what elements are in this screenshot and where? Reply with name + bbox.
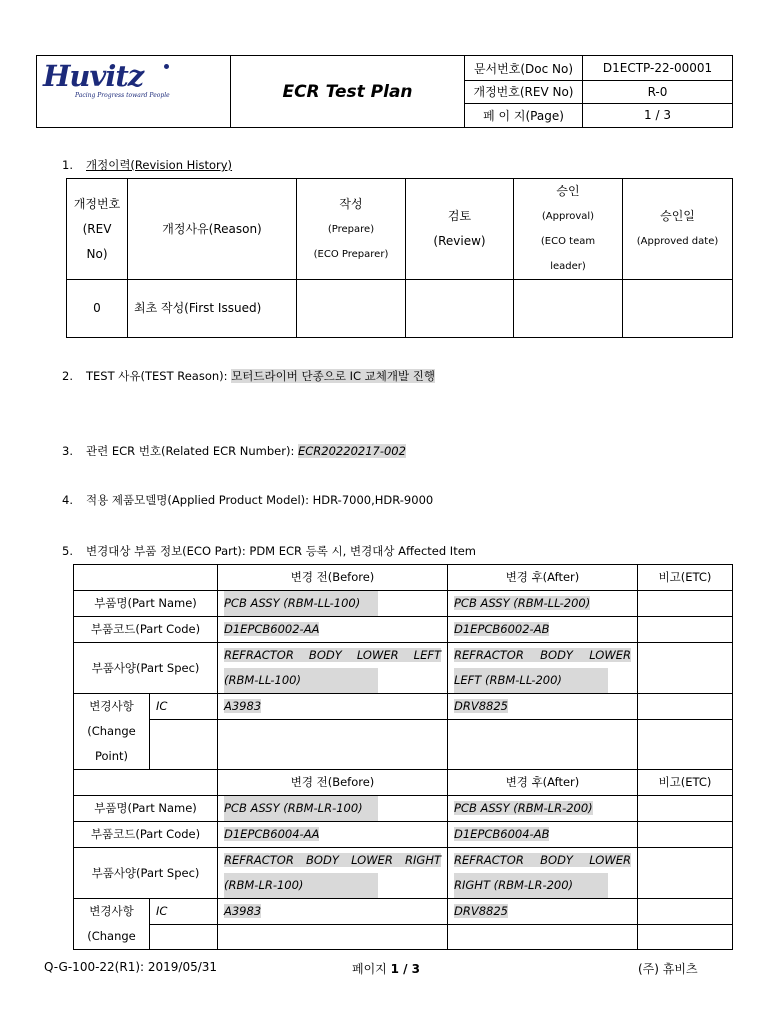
eco-part-table (73, 564, 733, 950)
ic-before: A3983 (224, 699, 262, 714)
etc-header: 비고(ETC) (638, 770, 733, 796)
part-spec-before-1: REFRACTOR BODY LOWER RIGHT (224, 853, 441, 867)
document-title: ECR Test Plan (231, 56, 465, 128)
part-code-before: D1EPCB6004-AA (224, 827, 320, 841)
change-point-ic-row (74, 694, 733, 720)
col-rev-no: 개정번호 (REV No) (67, 179, 128, 280)
before-header: 변경 전(Before) (218, 770, 448, 796)
logo-cell (37, 56, 231, 128)
part-code-row: 부품코드(Part Code) D1EPCB6002-AA D1EPCB6002-AB (74, 617, 733, 643)
ic-after: DRV8825 (454, 699, 508, 714)
part-name-before: PCB ASSY (RBM-LL-100) (224, 591, 378, 616)
part-name-before: PCB ASSY (RBM-LR-100) (224, 796, 378, 821)
ic-after: DRV8825 (454, 904, 508, 918)
revision-header-row (67, 179, 733, 280)
rev-no-label: 개정번호(REV No) (465, 81, 583, 103)
rev-no-value: R-0 (583, 81, 733, 103)
col-prepare: 작성 (Prepare) (ECO Preparer) (297, 179, 406, 280)
part-name-row: 부품명(Part Name) PCB ASSY (RBM-LL-100) PCB ASSY (RBM-LL-200) (74, 591, 733, 617)
footer-page: 페이지 1 / 3 (352, 962, 421, 976)
part-spec-before-1: REFRACTOR BODY LOWER LEFT (224, 648, 441, 662)
col-approved-date: 승인일 (Approved date) (623, 179, 733, 280)
change-point-empty-row (74, 925, 733, 950)
related-ecr-value: ECR20220217-002 (298, 444, 406, 458)
part-spec-before-2: (RBM-LL-100) (224, 668, 378, 693)
page-label: 페 이 지(Page) (465, 103, 583, 127)
col-approval: 승인 (Approval) (ECO team leader) (514, 179, 623, 280)
part-spec-after-1: REFRACTOR BODY LOWER (454, 853, 631, 867)
test-reason-value: 모터드라이버 단종으로 IC 교체개발 진행 (231, 369, 435, 383)
footer-company: (주) 휴비츠 (638, 962, 698, 976)
revision-row-prepare (297, 280, 406, 338)
logo-tagline: Pacing Progress toward People (75, 92, 170, 99)
part-name-after: PCB ASSY (RBM-LL-200) (454, 596, 591, 610)
eco-header-row (74, 770, 733, 796)
revision-row-date (623, 280, 733, 338)
part-spec-after-2: RIGHT (RBM-LR-200) (454, 873, 608, 898)
after-header: 변경 후(After) (448, 565, 638, 591)
ic-label: IC (150, 694, 218, 720)
part-code-after: D1EPCB6004-AB (454, 827, 550, 841)
col-review: 검토 (Review) (406, 179, 514, 280)
col-reason: 개정사유(Reason) (128, 179, 297, 280)
change-point-ic-row (74, 899, 733, 925)
section-revision-history-title: 1. 개정이력(Revision History) (62, 158, 233, 172)
page-value: 1 / 3 (583, 103, 733, 127)
revision-history-table (66, 178, 733, 338)
change-point-label: 변경사항 (Change Point) (74, 694, 150, 770)
revision-row-approval (514, 280, 623, 338)
part-spec-after-1: REFRACTOR BODY LOWER (454, 648, 631, 662)
part-code-row: 부품코드(Part Code) D1EPCB6004-AA D1EPCB6004-AB (74, 822, 733, 848)
part-name-row: 부품명(Part Name) PCB ASSY (RBM-LR-100) PCB ASSY (RBM-LR-200) (74, 796, 733, 822)
company-logo: Huvitz (43, 59, 144, 93)
eco-header-row (74, 565, 733, 591)
revision-row-review (406, 280, 514, 338)
part-spec-row: 부품사양(Part Spec) REFRACTOR BODY LOWER LEFT (RBM-LL-100) REFRACTOR BODY LOWER LEFT (RBM-LL-200) (74, 643, 733, 694)
ic-before: A3983 (224, 904, 262, 918)
doc-no-value: D1ECTP-22-00001 (583, 56, 733, 81)
after-header: 변경 후(After) (448, 770, 638, 796)
part-spec-row: 부품사양(Part Spec) REFRACTOR BODY LOWER RIGHT (RBM-LR-100) REFRACTOR BODY LOWER RIGHT (RBM-LR-200) (74, 848, 733, 899)
part-code-before: D1EPCB6002-AA (224, 622, 320, 636)
part-spec-after-2: LEFT (RBM-LL-200) (454, 668, 608, 693)
revision-row-reason: 최초 작성(First Issued) (128, 280, 297, 338)
ic-label: IC (150, 899, 218, 925)
part-code-after: D1EPCB6002-AB (454, 622, 550, 636)
form-number: Q-G-100-22(R1): 2019/05/31 (44, 960, 218, 974)
section-test-reason: 2. TEST 사유(TEST Reason): 모터드라이버 단종으로 IC 교체개발 진행 (62, 369, 435, 383)
revision-row (67, 280, 733, 338)
etc-header: 비고(ETC) (638, 565, 733, 591)
section-eco-part-title: 5. 변경대상 부품 정보(ECO Part): PDM ECR 등록 시, 변경대상 Affected Item (62, 544, 476, 558)
section-applied-model: 4. 적용 제품모델명(Applied Product Model): HDR-7000,HDR-9000 (62, 493, 434, 507)
change-point-label: 변경사항 (Change (74, 899, 150, 950)
document-header (36, 55, 733, 128)
revision-row-no: 0 (67, 280, 128, 338)
before-header: 변경 전(Before) (218, 565, 448, 591)
part-spec-before-2: (RBM-LR-100) (224, 873, 378, 898)
logo-spark-icon (164, 64, 169, 69)
doc-no-label: 문서번호(Doc No) (465, 56, 583, 81)
change-point-empty-row (74, 720, 733, 770)
section-related-ecr: 3. 관련 ECR 번호(Related ECR Number): ECR20220217-002 (62, 444, 406, 458)
part-name-after: PCB ASSY (RBM-LR-200) (454, 801, 593, 815)
